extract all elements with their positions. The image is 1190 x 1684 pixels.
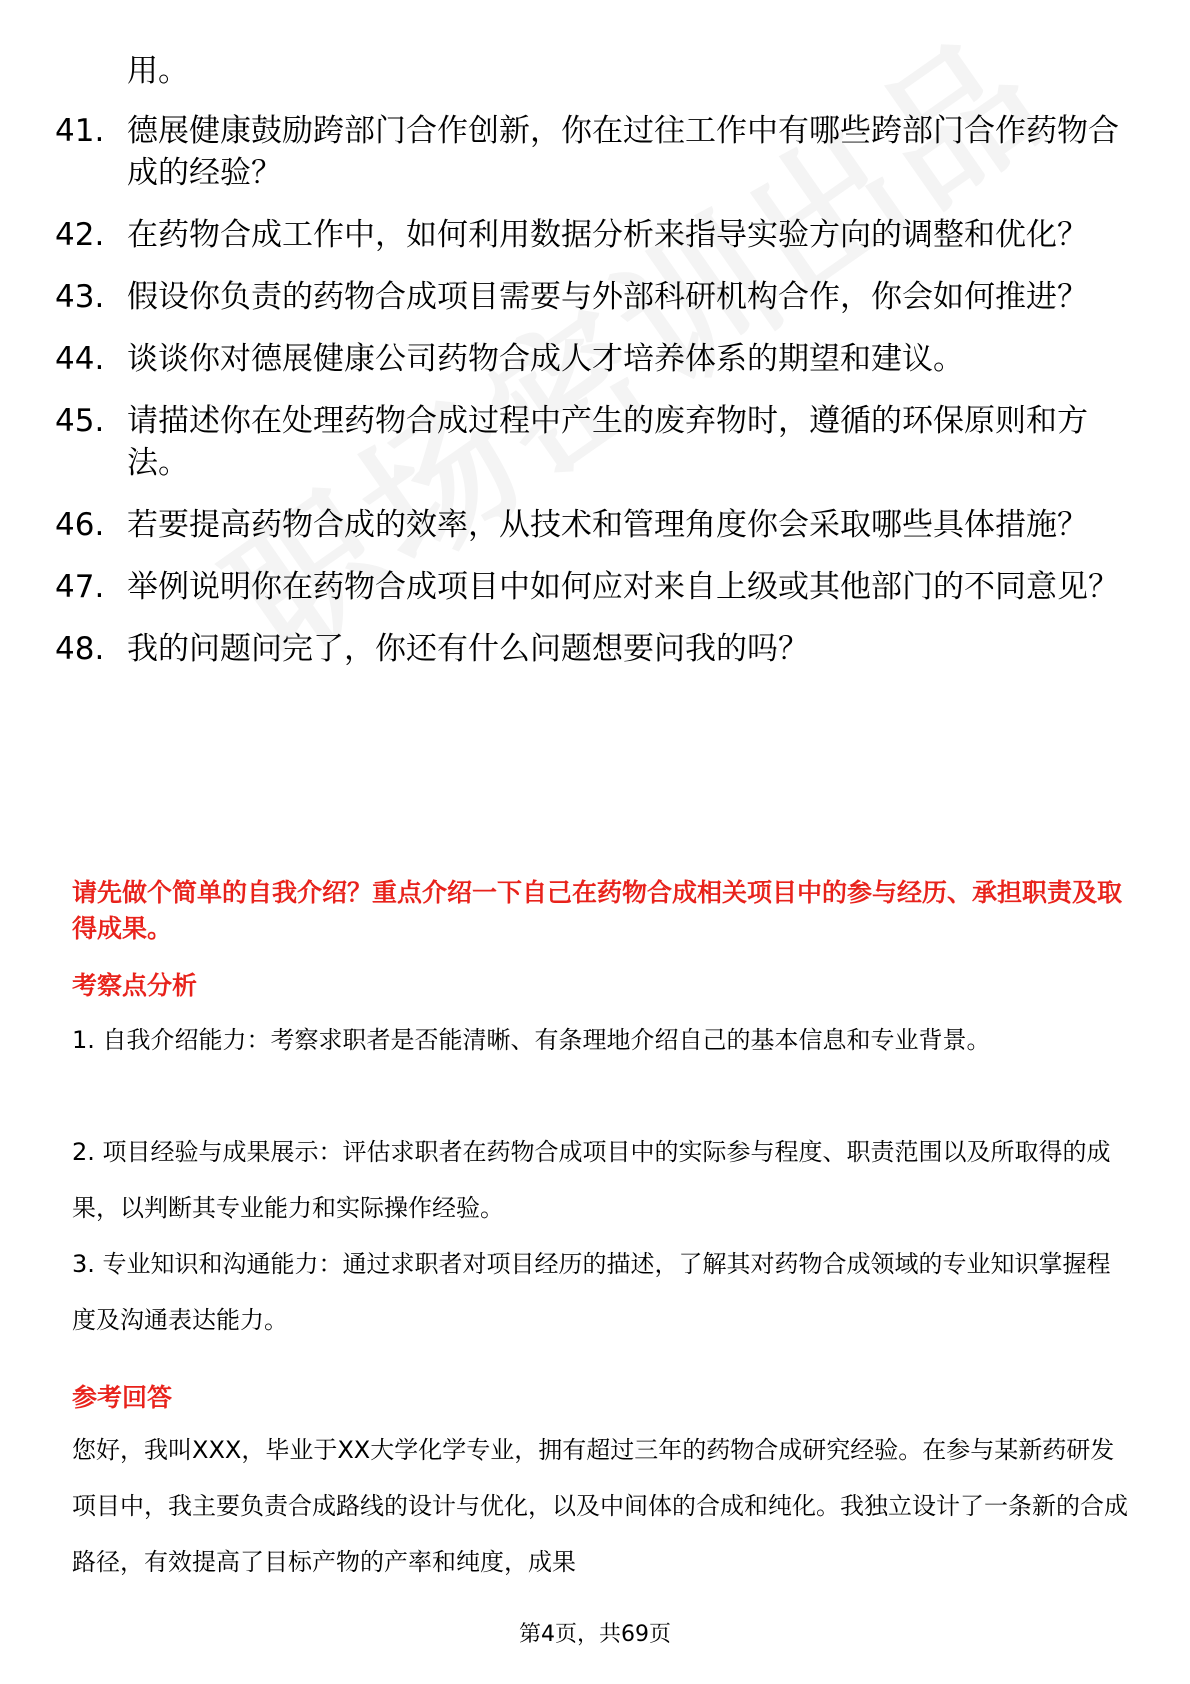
answer-title: 参考回答: [72, 1383, 173, 1412]
answer-text: 您好，我叫XXX，毕业于XX大学化学专业，拥有超过三年的药物合成研究经验。在参与某新药研发项目中，我主要负责合成路线的设计与优化，以及中间体的合成和纯化。我独立设计了一条新的合成路径，有效提高了目标产物的产率和纯度，成果: [72, 1436, 1128, 1576]
analysis-point: 3. 专业知识和沟通能力：通过求职者对项目经历的描述，了解其对药物合成领域的专业知识掌握程度及沟通表达能力。: [72, 1250, 1111, 1334]
question-number: 47.: [55, 569, 105, 605]
question-number: 41.: [55, 113, 105, 149]
question-list: [55, 110, 1135, 690]
question-number: 46.: [55, 507, 105, 543]
question-text: 若要提高药物合成的效率，从技术和管理角度你会采取哪些具体措施？: [127, 507, 1088, 543]
question-number: 42.: [55, 217, 105, 253]
question-number: 44.: [55, 341, 105, 377]
list-item: [55, 566, 1135, 608]
list-item: [55, 110, 1135, 194]
question-text: 我的问题问完了，你还有什么问题想要问我的吗？: [127, 631, 809, 667]
question-number: 48.: [55, 631, 105, 667]
list-item: [55, 504, 1135, 546]
question-text: 德展健康鼓励跨部门合作创新，你在过往工作中有哪些跨部门合作药物合成的经验？: [127, 113, 1119, 191]
question-text: 谈谈你对德展健康公司药物合成人才培养体系的期望和建议。: [127, 341, 964, 377]
list-item: [55, 338, 1135, 380]
analysis-title: 考察点分析: [72, 971, 198, 1000]
question-number: 43.: [55, 279, 105, 315]
question-text: 举例说明你在药物合成项目中如何应对来自上级或其他部门的不同意见？: [127, 569, 1119, 605]
continued-text: 用。: [127, 53, 189, 89]
question-text: 请描述你在处理药物合成过程中产生的废弃物时，遵循的环保原则和方法。: [127, 403, 1088, 481]
list-item: [55, 628, 1135, 670]
question-text: 假设你负责的药物合成项目需要与外部科研机构合作，你会如何推进？: [127, 279, 1088, 315]
analysis-point: 2. 项目经验与成果展示：评估求职者在药物合成项目中的实际参与程度、职责范围以及所取得的成果，以判断其专业能力和实际操作经验。: [72, 1138, 1111, 1222]
list-item: [55, 276, 1135, 318]
list-item: [55, 400, 1135, 484]
page-footer: 第4页，共69页: [519, 1622, 671, 1647]
highlight-question: 请先做个简单的自我介绍？重点介绍一下自己在药物合成相关项目中的参与经历、承担职责及取得成果。: [72, 878, 1123, 943]
question-text: 在药物合成工作中，如何利用数据分析来指导实验方向的调整和优化？: [127, 217, 1088, 253]
question-number: 45.: [55, 403, 105, 439]
list-item: [55, 214, 1135, 256]
analysis-point: 1. 自我介绍能力：考察求职者是否能清晰、有条理地介绍自己的基本信息和专业背景。: [72, 1026, 991, 1054]
